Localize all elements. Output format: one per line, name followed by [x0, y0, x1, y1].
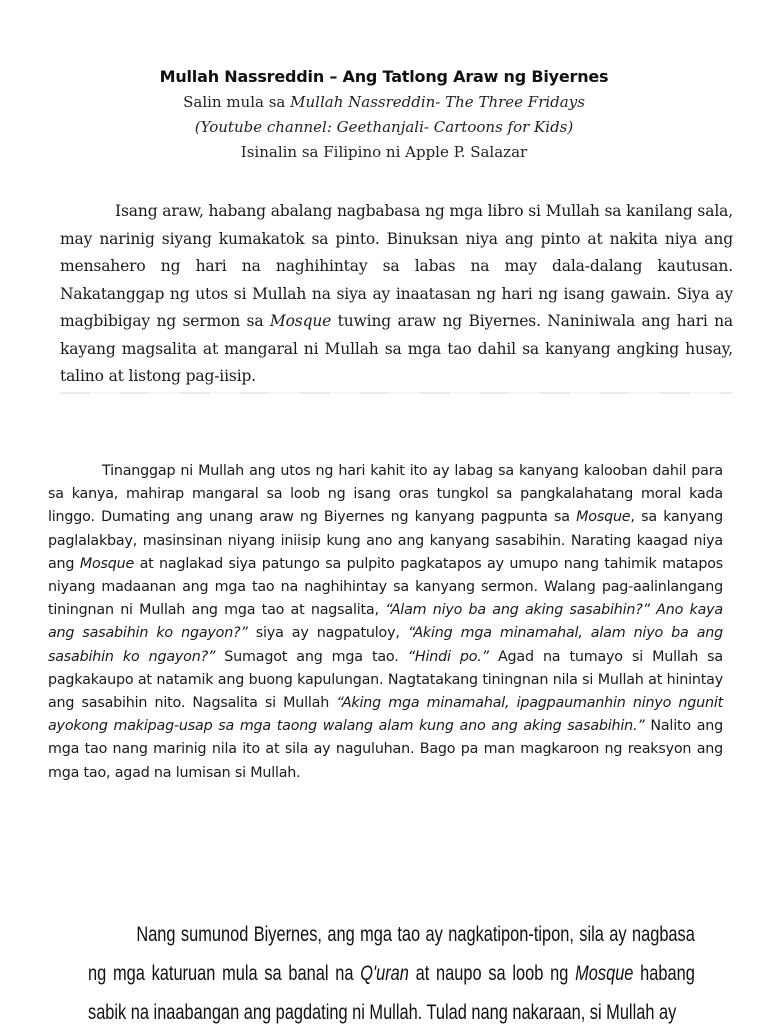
channel-line [0, 115, 768, 140]
paragraph-1 [60, 198, 733, 391]
p2-emph-4: “Aking mga minamahal, alam niyo ba ang sasabihin ko ngayon?” [48, 625, 724, 665]
p2-emph-3: “Alam niyo ba ang aking sasabihin?” Ano kaya ang sasabihin ko ngayon?” [48, 602, 723, 642]
source-prefix: Salin mula sa [183, 93, 291, 111]
channel-text: (Youtube channel: Geethanjali- Cartoons for Kids) [194, 118, 574, 136]
p2-text-7: Nalito ang mga tao nang marinig nila ito at sila ay naguluhan. Bago pa man magkaroon ng reaksyon ang mga tao, agad na lumisan si Mullah. [48, 718, 723, 781]
p2-text-1: Tinanggap ni Mullah ang utos ng hari kahit ito ay labag sa kanyang kalooban dahil para sa kanya, mahirap mangaral sa loob ng isang oras tungkol sa pangkalahatang moral kada linggo. Dumating ang unang araw ng Biyernes ng kanyang pagpunta sa [48, 463, 723, 526]
p2-text-6: Agad na tumayo si Mullah sa pagkakaupo at natamik ang buong kapulungan. Nagtatakang tiningnan nila si Mullah at hinintay ang sasabihin nito. Nagsalita si Mullah [48, 648, 723, 712]
p2-text-5: Sumagot ang mga tao. [215, 648, 408, 665]
document-title: Mullah Nassreddin – Ang Tatlong Araw ng Biyernes [159, 67, 609, 86]
p2-text-2: , sa kanyang paglalakbay, masinsinan niyang iniisip kung ano ang kanyang sasabihin. Narating kaagad niya ang [48, 509, 724, 572]
p3-text-1: Nang sumunod Biyernes, ang mga tao ay nagkatipon-tipon, sila ay nagbasa ng mga katuruan mula sa banal na [88, 923, 695, 985]
source-title: Mullah Nassreddin- The Three Fridays [290, 93, 585, 111]
p2-text-3: at naglakad siya patungo sa pulpito pagkatapos ay umupo nang tahimik matapos niyang madaanan ang mga tao na naghihintay sa kanyang sermon. Walang pag-aalinlangang tiningnan ni Mullah ang mga tao at nagsalita, [48, 555, 723, 619]
translator-line: Isinalin sa Filipino ni Apple P. Salazar [240, 143, 528, 161]
p1-text-1: Isang araw, habang abalang nagbabasa ng mga libro si Mullah sa kanilang sala, may narinig siyang kumakatok sa pinto. Binuksan niya ang pinto at nakita niya ang mensahero ng hari na naghihintay sa labas na may dala-dalang kautusan. Nakatanggap ng utos si Mullah na siya ay inaatasan ng hari ng isang gawain. Siya ay magbibigay ng sermon sa [60, 202, 733, 330]
p2-emph-5: “Hindi po.” [407, 648, 489, 665]
p2-emph-1: Mosque [576, 509, 631, 526]
p2-text-4: siya ay nagpatuloy, [247, 625, 408, 642]
p2-emph-6: “Aking mga minamahal, ipagpaumanhin ninyo ngunit ayokong makipag-usap sa mga taong walang alam kung ano ang aking sasabihin.” [48, 695, 724, 735]
source-line [0, 90, 768, 115]
p1-text-2: tuwing araw ng Biyernes. Naniniwala ang hari na kayang magsalita at mangaral ni Mullah sa mga tao dahil sa kanyang angking husay, talino at listong pag-iisip. [60, 312, 734, 385]
faint-scan-line [60, 392, 733, 394]
p3-text-2: at naupo sa loob ng [408, 962, 576, 985]
p2-emph-2: Mosque [79, 555, 135, 572]
p3-emph-2: Mosque [575, 962, 634, 985]
document-header [0, 64, 768, 165]
paragraph-3 [88, 915, 695, 1024]
paragraph-2 [48, 460, 723, 785]
p1-emph-1: Mosque [269, 312, 332, 330]
p3-emph-1: Q'uran [360, 962, 409, 985]
p3-text-3: habang sabik na inaabangan ang pagdating ni Mullah. Tulad nang nakaraan, si Mullah ay [88, 962, 695, 1024]
